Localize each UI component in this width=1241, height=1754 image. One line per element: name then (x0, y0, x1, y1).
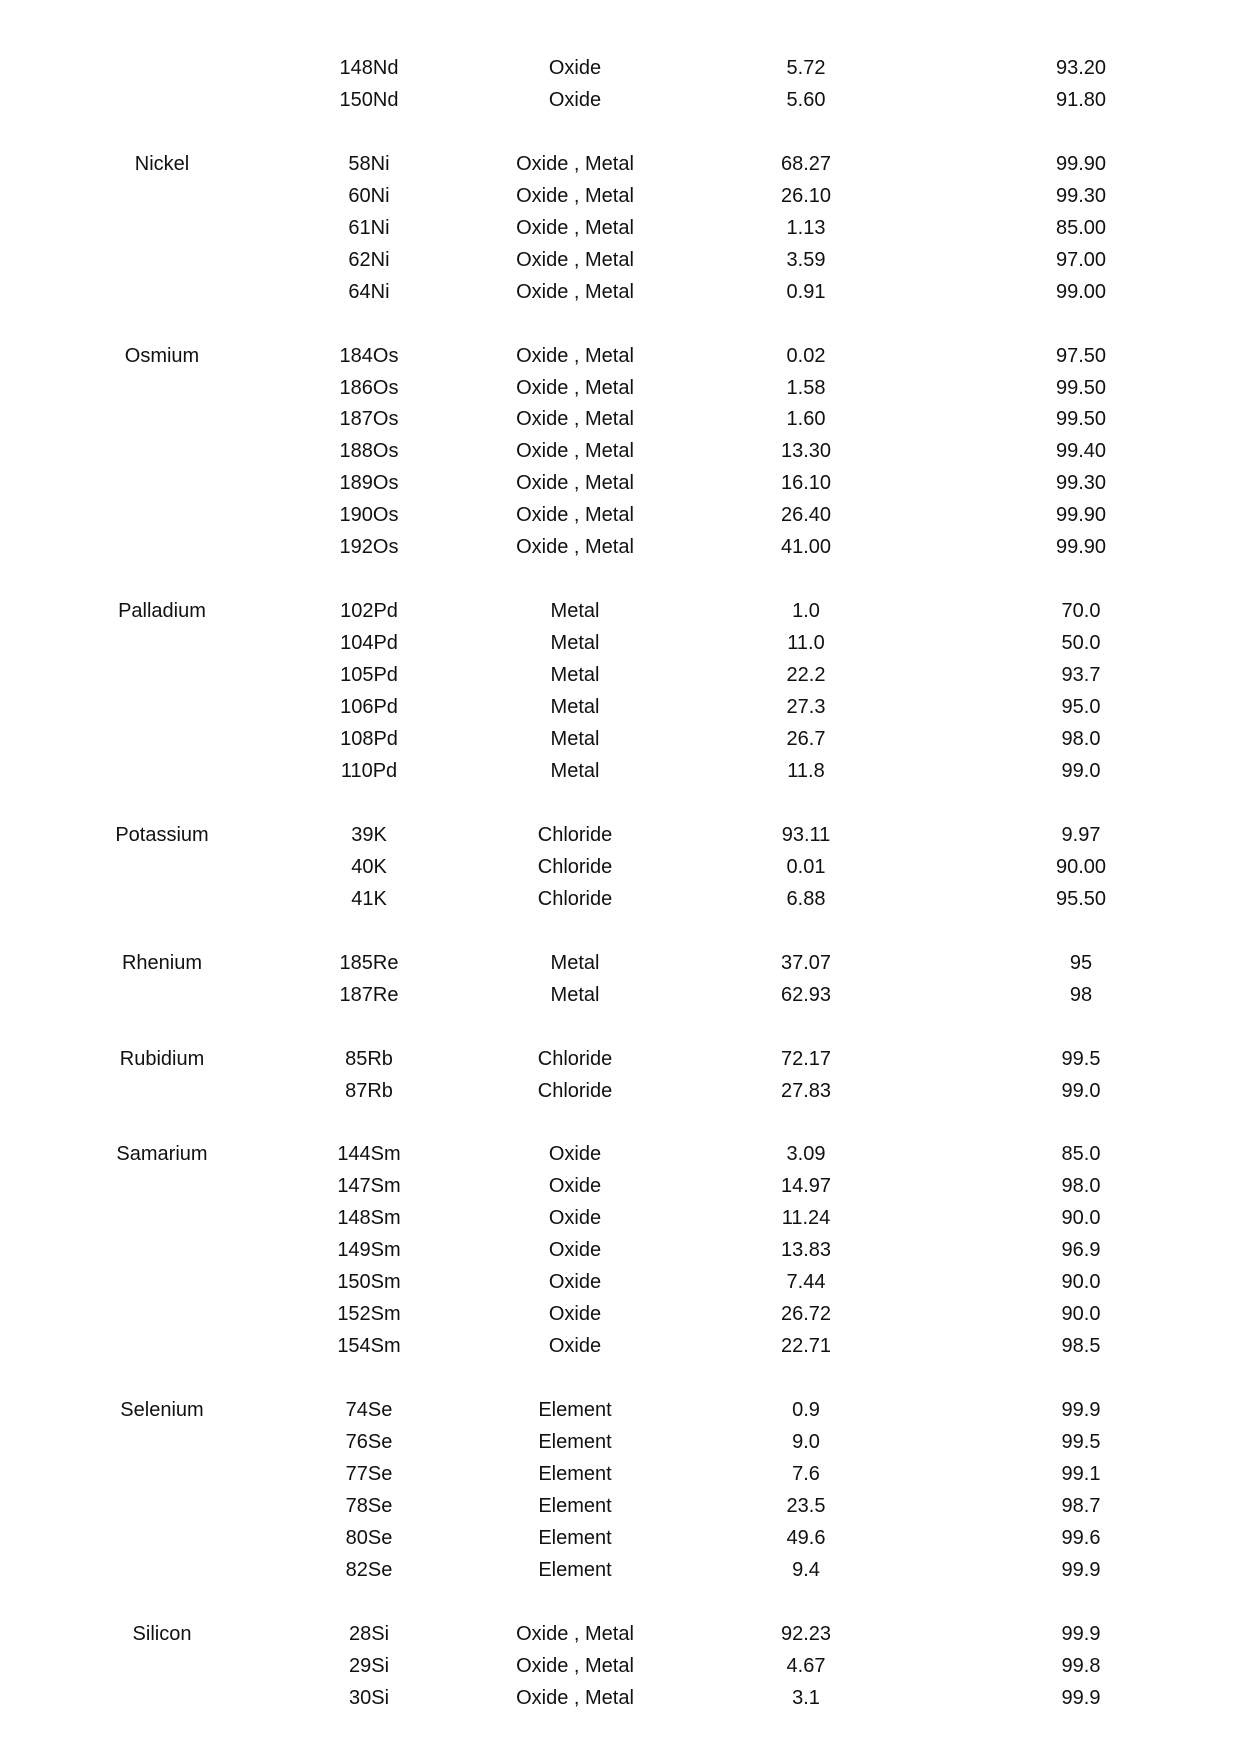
isotope-table (0, 53, 1241, 1715)
enrichment-cell: 9.97 (1061, 823, 1101, 846)
isotope-cell: 39K (351, 823, 387, 846)
table-row (0, 820, 1241, 852)
element-name-cell: Potassium (115, 823, 209, 846)
chemical-form-cell: Element (538, 1430, 612, 1453)
isotope-cell: 147Sm (337, 1175, 401, 1198)
enrichment-cell: 95.0 (1061, 696, 1101, 719)
natural-abundance-cell: 11.8 (787, 759, 825, 782)
isotope-cell: 184Os (339, 344, 399, 367)
chemical-form-cell: Oxide , Metal (516, 248, 634, 271)
table-row (0, 1331, 1241, 1363)
chemical-form-cell: Oxide , Metal (516, 152, 634, 175)
table-row (0, 373, 1241, 405)
chemical-form-cell: Oxide (548, 1175, 602, 1198)
table-row (0, 884, 1241, 916)
natural-abundance-cell: 6.88 (786, 887, 826, 910)
enrichment-cell: 99.90 (1055, 504, 1107, 527)
chemical-form-cell: Oxide , Metal (516, 472, 634, 495)
isotope-cell: 76Se (345, 1430, 393, 1453)
element-name-cell: Silicon (132, 1622, 192, 1645)
group-spacer (0, 788, 1241, 820)
table-row (0, 1171, 1241, 1203)
natural-abundance-cell: 27.3 (786, 696, 826, 719)
enrichment-cell: 99.30 (1055, 472, 1107, 495)
table-row (0, 596, 1241, 628)
element-name-cell: Selenium (120, 1399, 204, 1422)
table-row (0, 1459, 1241, 1491)
isotope-cell: 148Nd (339, 57, 399, 79)
natural-abundance-cell: 11.24 (781, 1207, 831, 1230)
isotope-cell: 189Os (339, 472, 399, 495)
natural-abundance-cell: 3.1 (792, 1686, 820, 1709)
isotope-cell: 74Se (345, 1399, 393, 1422)
enrichment-cell: 93.20 (1055, 57, 1107, 79)
natural-abundance-cell: 1.0 (792, 600, 820, 623)
enrichment-cell: 99.1 (1061, 1462, 1101, 1485)
enrichment-cell: 98.0 (1061, 1175, 1101, 1198)
isotope-cell: 28Si (348, 1622, 390, 1645)
natural-abundance-cell: 0.01 (786, 855, 826, 878)
isotope-cell: 64Ni (348, 280, 390, 303)
isotope-cell: 58Ni (348, 152, 390, 175)
natural-abundance-cell: 0.02 (786, 344, 826, 367)
isotope-cell: 30Si (348, 1686, 390, 1709)
isotope-cell: 187Os (339, 408, 399, 431)
isotope-cell: 152Sm (337, 1303, 401, 1326)
natural-abundance-cell: 5.72 (786, 57, 826, 79)
isotope-cell: 110Pd (340, 759, 398, 782)
enrichment-cell: 99.50 (1055, 408, 1107, 431)
isotope-cell: 144Sm (337, 1143, 401, 1166)
enrichment-cell: 90.00 (1055, 855, 1107, 878)
natural-abundance-cell: 68.27 (780, 152, 832, 175)
element-name-cell: Palladium (118, 600, 206, 623)
isotope-cell: 61Ni (348, 216, 390, 239)
natural-abundance-cell: 9.0 (792, 1430, 820, 1453)
enrichment-cell: 99.50 (1055, 376, 1107, 399)
enrichment-cell: 99.0 (1061, 759, 1101, 782)
chemical-form-cell: Element (538, 1494, 612, 1517)
chemical-form-cell: Element (538, 1558, 612, 1581)
chemical-form-cell: Oxide (548, 1239, 602, 1262)
enrichment-cell: 70.0 (1061, 600, 1101, 623)
group-spacer (0, 1587, 1241, 1619)
isotope-cell: 40K (351, 855, 387, 878)
natural-abundance-cell: 5.60 (786, 88, 826, 111)
table-row (0, 85, 1241, 117)
natural-abundance-cell: 3.59 (786, 248, 826, 271)
table-row (0, 500, 1241, 532)
isotope-cell: 82Se (345, 1558, 393, 1581)
natural-abundance-cell: 26.72 (780, 1303, 832, 1326)
chemical-form-cell: Oxide (548, 1207, 602, 1230)
natural-abundance-cell: 22.2 (786, 664, 826, 687)
chemical-form-cell: Oxide (548, 57, 602, 79)
isotope-cell: 78Se (345, 1494, 393, 1517)
isotope-cell: 102Pd (340, 600, 398, 623)
table-row (0, 149, 1241, 181)
table-row (0, 436, 1241, 468)
chemical-form-cell: Oxide , Metal (516, 1622, 634, 1645)
chemical-form-cell: Oxide , Metal (516, 1654, 634, 1677)
natural-abundance-cell: 49.6 (786, 1526, 826, 1549)
group-spacer (0, 117, 1241, 149)
chemical-form-cell: Chloride (537, 823, 613, 846)
isotope-cell: 150Sm (337, 1271, 401, 1294)
natural-abundance-cell: 1.60 (786, 408, 826, 431)
table-row (0, 532, 1241, 564)
natural-abundance-cell: 37.07 (780, 951, 832, 974)
table-row (0, 852, 1241, 884)
chemical-form-cell: Oxide , Metal (516, 440, 634, 463)
enrichment-cell: 97.00 (1055, 248, 1107, 271)
enrichment-cell: 97.50 (1055, 344, 1107, 367)
natural-abundance-cell: 13.83 (780, 1239, 832, 1262)
natural-abundance-cell: 14.97 (780, 1175, 832, 1198)
natural-abundance-cell: 16.10 (780, 472, 832, 495)
natural-abundance-cell: 0.91 (786, 280, 826, 303)
table-row (0, 756, 1241, 788)
enrichment-cell: 99.90 (1055, 152, 1107, 175)
table-row (0, 692, 1241, 724)
group-spacer (0, 1363, 1241, 1395)
enrichment-cell: 98.0 (1061, 728, 1101, 751)
table-row (0, 53, 1241, 85)
chemical-form-cell: Element (538, 1526, 612, 1549)
isotope-cell: 108Pd (340, 728, 398, 751)
enrichment-cell: 98.5 (1061, 1335, 1101, 1358)
enrichment-cell: 95.50 (1055, 887, 1107, 910)
natural-abundance-cell: 1.58 (786, 376, 826, 399)
group-spacer (0, 1012, 1241, 1044)
isotope-cell: 77Se (345, 1462, 393, 1485)
isotope-cell: 105Pd (340, 664, 398, 687)
chemical-form-cell: Oxide , Metal (516, 536, 634, 559)
chemical-form-cell: Chloride (537, 887, 613, 910)
natural-abundance-cell: 13.30 (780, 440, 832, 463)
chemical-form-cell: Chloride (537, 1047, 613, 1070)
isotope-cell: 150Nd (339, 88, 399, 111)
enrichment-cell: 99.40 (1055, 440, 1107, 463)
chemical-form-cell: Chloride (537, 855, 613, 878)
isotope-cell: 29Si (348, 1654, 390, 1677)
table-row (0, 404, 1241, 436)
table-row (0, 1619, 1241, 1651)
isotope-cell: 185Re (339, 951, 399, 974)
table-row (0, 1235, 1241, 1267)
chemical-form-cell: Oxide , Metal (516, 1686, 634, 1709)
isotope-cell: 62Ni (348, 248, 390, 271)
enrichment-cell: 90.0 (1061, 1271, 1101, 1294)
natural-abundance-cell: 72.17 (780, 1047, 832, 1070)
isotope-cell: 187Re (339, 983, 399, 1006)
enrichment-cell: 96.9 (1061, 1239, 1101, 1262)
enrichment-cell: 50.0 (1061, 632, 1101, 655)
chemical-form-cell: Metal (550, 728, 600, 751)
table-row (0, 1076, 1241, 1108)
enrichment-cell: 90.0 (1061, 1207, 1101, 1230)
table-row (0, 468, 1241, 500)
chemical-form-cell: Oxide , Metal (516, 344, 634, 367)
chemical-form-cell: Oxide (548, 88, 602, 111)
enrichment-cell: 99.8 (1061, 1654, 1101, 1677)
table-row (0, 724, 1241, 756)
chemical-form-cell: Oxide , Metal (516, 280, 634, 303)
chemical-form-cell: Metal (550, 632, 600, 655)
table-row (0, 1044, 1241, 1076)
table-row (0, 1523, 1241, 1555)
isotope-cell: 85Rb (345, 1047, 393, 1070)
table-row (0, 1299, 1241, 1331)
element-name-cell: Nickel (134, 152, 190, 175)
element-name-cell: Samarium (116, 1143, 208, 1166)
table-row (0, 1491, 1241, 1523)
isotope-cell: 87Rb (345, 1079, 393, 1102)
chemical-form-cell: Oxide (548, 1143, 602, 1166)
table-row (0, 1427, 1241, 1459)
natural-abundance-cell: 0.9 (792, 1399, 820, 1422)
enrichment-cell: 99.9 (1061, 1558, 1101, 1581)
table-row (0, 1683, 1241, 1715)
table-row (0, 1139, 1241, 1171)
chemical-form-cell: Chloride (537, 1079, 613, 1102)
element-name-cell: Rhenium (121, 951, 203, 974)
natural-abundance-cell: 22.71 (780, 1335, 832, 1358)
table-row (0, 277, 1241, 309)
isotope-cell: 192Os (339, 536, 399, 559)
chemical-form-cell: Oxide , Metal (516, 376, 634, 399)
chemical-form-cell: Oxide , Metal (516, 504, 634, 527)
natural-abundance-cell: 23.5 (786, 1494, 826, 1517)
enrichment-cell: 98 (1069, 983, 1093, 1006)
table-row (0, 980, 1241, 1012)
enrichment-cell: 98.7 (1061, 1494, 1101, 1517)
group-spacer (0, 564, 1241, 596)
natural-abundance-cell: 62.93 (780, 983, 832, 1006)
chemical-form-cell: Oxide (548, 1335, 602, 1358)
chemical-form-cell: Oxide , Metal (516, 216, 634, 239)
natural-abundance-cell: 7.44 (786, 1271, 826, 1294)
enrichment-cell: 93.7 (1061, 664, 1101, 687)
enrichment-cell: 99.5 (1061, 1430, 1101, 1453)
chemical-form-cell: Metal (550, 951, 600, 974)
table-row (0, 245, 1241, 277)
chemical-form-cell: Oxide , Metal (516, 184, 634, 207)
table-row (0, 341, 1241, 373)
enrichment-cell: 85.0 (1061, 1143, 1101, 1166)
enrichment-cell: 91.80 (1055, 88, 1107, 111)
chemical-form-cell: Metal (550, 759, 600, 782)
chemical-form-cell: Oxide , Metal (516, 408, 634, 431)
enrichment-cell: 99.30 (1055, 184, 1107, 207)
natural-abundance-cell: 26.40 (780, 504, 832, 527)
natural-abundance-cell: 11.0 (787, 632, 825, 655)
table-row (0, 628, 1241, 660)
enrichment-cell: 99.9 (1061, 1686, 1101, 1709)
element-name-cell: Osmium (124, 344, 200, 367)
table-row (0, 660, 1241, 692)
group-spacer (0, 1107, 1241, 1139)
group-spacer (0, 309, 1241, 341)
isotope-cell: 104Pd (340, 632, 398, 655)
chemical-form-cell: Oxide (548, 1271, 602, 1294)
enrichment-cell: 99.9 (1061, 1399, 1101, 1422)
isotope-cell: 41K (351, 887, 387, 910)
natural-abundance-cell: 26.10 (780, 184, 832, 207)
enrichment-cell: 99.9 (1061, 1622, 1101, 1645)
enrichment-cell: 95 (1069, 951, 1093, 974)
enrichment-cell: 99.5 (1061, 1047, 1101, 1070)
enrichment-cell: 90.0 (1061, 1303, 1101, 1326)
natural-abundance-cell: 93.11 (781, 823, 831, 846)
element-name-cell: Rubidium (119, 1047, 205, 1070)
table-row (0, 213, 1241, 245)
table-row (0, 1555, 1241, 1587)
chemical-form-cell: Metal (550, 600, 600, 623)
enrichment-cell: 99.90 (1055, 536, 1107, 559)
isotope-cell: 80Se (345, 1526, 393, 1549)
isotope-cell: 148Sm (337, 1207, 401, 1230)
natural-abundance-cell: 27.83 (780, 1079, 832, 1102)
natural-abundance-cell: 4.67 (786, 1654, 826, 1677)
natural-abundance-cell: 26.7 (786, 728, 826, 751)
table-row (0, 1651, 1241, 1683)
natural-abundance-cell: 3.09 (786, 1143, 826, 1166)
enrichment-cell: 99.00 (1055, 280, 1107, 303)
table-row (0, 1203, 1241, 1235)
chemical-form-cell: Metal (550, 696, 600, 719)
natural-abundance-cell: 9.4 (792, 1558, 820, 1581)
enrichment-cell: 99.6 (1061, 1526, 1101, 1549)
group-spacer (0, 916, 1241, 948)
chemical-form-cell: Metal (550, 664, 600, 687)
chemical-form-cell: Oxide (548, 1303, 602, 1326)
isotope-cell: 106Pd (340, 696, 398, 719)
natural-abundance-cell: 41.00 (780, 536, 832, 559)
table-row (0, 181, 1241, 213)
enrichment-cell: 99.0 (1061, 1079, 1101, 1102)
isotope-cell: 154Sm (337, 1335, 401, 1358)
table-row (0, 948, 1241, 980)
table-row (0, 1395, 1241, 1427)
chemical-form-cell: Element (538, 1399, 612, 1422)
isotope-cell: 186Os (339, 376, 399, 399)
isotope-cell: 149Sm (337, 1239, 401, 1262)
natural-abundance-cell: 1.13 (786, 216, 826, 239)
natural-abundance-cell: 7.6 (792, 1462, 820, 1485)
chemical-form-cell: Metal (550, 983, 600, 1006)
table-row (0, 1267, 1241, 1299)
isotope-cell: 190Os (339, 504, 399, 527)
isotope-cell: 60Ni (348, 184, 390, 207)
chemical-form-cell: Element (538, 1462, 612, 1485)
natural-abundance-cell: 92.23 (780, 1622, 832, 1645)
isotope-cell: 188Os (339, 440, 399, 463)
enrichment-cell: 85.00 (1055, 216, 1107, 239)
